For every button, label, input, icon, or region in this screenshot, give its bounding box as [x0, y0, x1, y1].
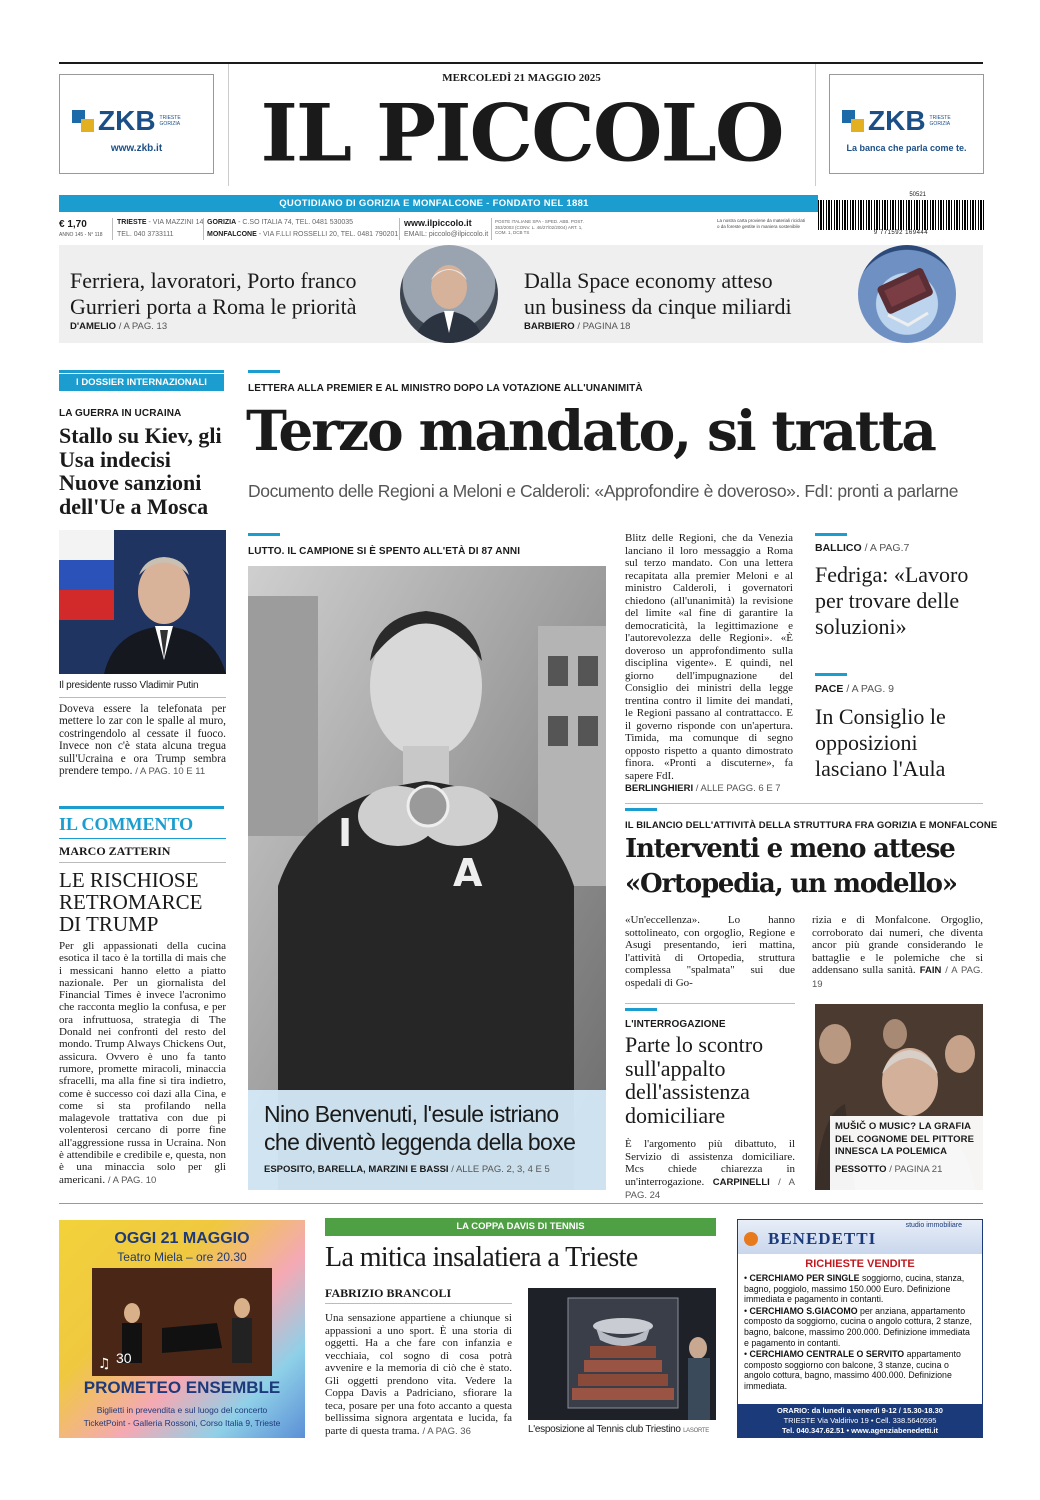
davis-caption: L'esposizione al Tennis club Triestino LASORTE: [528, 1424, 709, 1435]
prometeo-photo: [92, 1268, 272, 1376]
website-link[interactable]: www.ilpiccolo.it: [404, 218, 472, 228]
ballico-headline[interactable]: Fedriga: «Lavoro per trovare delle soluzioni»: [815, 562, 969, 639]
barcode-top-number: 50521: [909, 192, 926, 198]
benedetti-contacts: Tel. 040.347.62.51 • www.agenziabenedetti.it: [781, 1426, 939, 1435]
benedetti-address: TRIESTE Via Valdirivo 19 • Cell. 338.5640595: [783, 1416, 937, 1425]
jersey-text: I: [338, 811, 353, 855]
benvenuti-authors: ESPOSITO, BARELLA, MARZINI E BASSI: [264, 1164, 449, 1175]
space-photo: [858, 245, 956, 343]
music-caption[interactable]: MUŠIČ O MUSIC? LA GRAFIA DEL COGNOME DEL PITTORE INNESCA LA POLEMICA: [835, 1121, 975, 1157]
lead-headline[interactable]: Terzo mandato, si tratta: [246, 398, 935, 463]
pace-headline[interactable]: In Consiglio le opposizioni lasciano l'Aula: [815, 704, 946, 781]
zkb-brand: ZKB: [868, 105, 926, 136]
davis-headline[interactable]: La mitica insalatiera a Trieste: [325, 1242, 638, 1273]
zkb-ad-right[interactable]: [829, 74, 984, 174]
trieste-address: VIA MAZZINI 14: [152, 219, 204, 226]
zkb-small: TRIESTE GORIZIA: [929, 115, 951, 127]
issue-date: MERCOLEDÌ 21 MAGGIO 2025: [442, 72, 601, 84]
monfalcone-label: MONFALCONE: [207, 231, 257, 238]
dossier-kicker: LA GUERRA IN UCRAINA: [59, 408, 182, 419]
prometeo-ad[interactable]: [59, 1220, 305, 1438]
svg-text:A: A: [453, 851, 483, 895]
ortopedia-kicker: IL BILANCIO DELL'ATTIVITÀ DELLA STRUTTURA FRA GORIZIA E MONFALCONE: [625, 820, 998, 831]
gorizia-address: C.SO ITALIA 74, TEL. 0481 530035: [242, 219, 354, 226]
ballico-ref[interactable]: / A PAG.7: [864, 542, 910, 554]
dossier-headline[interactable]: Stallo su Kiev, gli Usa indecisi Nuove sanzioni dell'Ue a Mosca: [59, 423, 222, 519]
interrogazione-kicker: L'INTERROGAZIONE: [625, 1019, 726, 1030]
zkb-logo-icon: [842, 110, 864, 132]
prometeo-tickets-2: TicketPoint - Galleria Rossoni, Corso Italia 9, Trieste: [83, 1418, 281, 1428]
interrogazione-ref[interactable]: / A PAG. 24: [625, 1176, 795, 1201]
putin-caption: Il presidente russo Vladimir Putin: [59, 680, 199, 691]
davis-author: FABRIZIO BRANCOLI: [325, 1286, 452, 1300]
barcode: [818, 192, 984, 238]
interrogazione-headline[interactable]: Parte lo scontro sull'appalto dell'assistenza domiciliare: [625, 1032, 764, 1128]
lead-ref[interactable]: / ALLE PAGG. 6 E 7: [695, 783, 781, 794]
pace-author: PACE: [815, 683, 844, 695]
teaser-right-headline[interactable]: Dalla Space economy atteso un business da cinque miliardi: [524, 268, 792, 319]
dossier-section-label: I DOSSIER INTERNAZIONALI: [59, 374, 224, 391]
benedetti-title: RICHIESTE VENDITE: [805, 1258, 915, 1270]
ortopedia-body-2: rizia e di Monfalcone. Orgoglio, corroborato dai numeri, che diventa ancor più grande considerando le battaglie e le polemiche che si addensano sulla sanità. FAIN / A PAG. 19: [812, 914, 984, 990]
prometeo-name: PROMETEO ENSEMBLE: [83, 1378, 281, 1397]
benvenuti-ref[interactable]: / ALLE PAG. 2, 3, 4 E 5: [451, 1164, 550, 1175]
barcode-number: 9 771592 169444: [873, 230, 929, 236]
price: € 1,70: [59, 219, 87, 230]
prometeo-date: OGGI 21 MAGGIO: [114, 1230, 250, 1247]
newspaper-title: IL PICCOLO: [260, 86, 783, 180]
zkb-slogan: La banca che parla come te.: [846, 143, 967, 153]
tagline-bar: QUOTIDIANO DI GORIZIA E MONFALCONE - FONDATO NEL 1881: [59, 195, 809, 212]
prometeo-tickets-1: Biglietti in prevendita e sul luogo del concerto: [96, 1405, 268, 1415]
prometeo-logo: 30: [116, 1350, 132, 1366]
interrogazione-author: CARPINELLI: [712, 1176, 770, 1188]
benedetti-top: studio immobiliare: [905, 1222, 962, 1229]
commento-author: MARCO ZATTERIN: [59, 844, 171, 858]
lead-subhead: Documento delle Regioni a Meloni e Calderoli: «Approfondire è doveroso». FdI: pronti a parlarne: [248, 481, 959, 501]
commento-section-label: IL COMMENTO: [59, 814, 194, 834]
monfalcone-address: VIA F.LLI ROSSELLI 20, TEL. 0481 790201: [263, 231, 399, 238]
gurrieri-photo: [400, 245, 498, 343]
svg-text:♫: ♫: [98, 1356, 111, 1372]
trieste-tel: TEL. 040 3733111: [117, 231, 174, 238]
dossier-ref[interactable]: / A PAG. 10 E 11: [135, 766, 206, 778]
postal-info: POSTE ITALIANE SPA - SPED. ABB. POST. 353/2003 (CONV. L. 46/27/02/2004) ART. 1, COM. 1, DCB TS: [495, 219, 584, 235]
putin-photo: [59, 530, 226, 674]
house-icon: [744, 1232, 758, 1246]
benedetti-ad[interactable]: [737, 1219, 983, 1438]
commento-body: Per gli appassionati della cucina esotica il taco è la tortilla di mais che i messicani hanno eletto a piatto nazionale. Per un giornalista del Financial Times è invece l'acronimo che racconta meglio la confusa, e per ora infruttuosa, strategia di The Donald nei confronti del resto del mondo. Trump Always Chickens Out, assicura. Ovvero è uno fa tanto rumore, promette miracoli, minaccia sfracelli, ma alla fine si tira indietro, come è successo coi dazi alla Cina, e come si sta profilando nella malagevole trattativa con due pi volenterosi cercano di porre fine all'aggressione russa in Ucraina. Non è attendibile e credibile e, questa, non è una minaccia solo per gli americani. / A PAG. 10: [59, 940, 226, 1186]
davis-body: Una sensazione appartiene a chiunque si appassioni a uno sport. È una storia di oggetti. Ha a che fare con infanzia e vecchiaia, col sogno di cosa potrà avvenire e la memoria di ciò che è stato. Gli oggetti prendono vita. Vedere la Coppa Davis a Padriciano, sfiorare la teca, posare per una foto accanto a questa bellissima signora argentata e lucida, fa parte di questa trama. / A PAG. 36: [325, 1312, 512, 1437]
commento-ref[interactable]: / A PAG. 10: [107, 1174, 157, 1186]
prometeo-venue: Teatro Miela – ore 20.30: [117, 1250, 247, 1264]
ortopedia-ref[interactable]: / A PAG. 19: [812, 965, 984, 990]
benvenuti-kicker: LUTTO. IL CAMPIONE SI È SPENTO ALL'ETÀ DI 87 ANNI: [248, 546, 521, 557]
dossier-body: Doveva essere la telefonata per mettere lo zar con le spalle al muro, costringendolo al cessate il fuoco. Invece non c'è stata alcuna tregua sull'Ucraina e ora Trump sembra prendere tempo. / A PAG. 10 E 11: [59, 703, 226, 778]
ortopedia-author: FAIN: [919, 965, 942, 976]
teaser-right-author: BARBIERO: [524, 321, 575, 332]
ortopedia-headline[interactable]: Interventi e meno attese «Ortopedia, un modello»: [625, 834, 957, 899]
benvenuti-headline[interactable]: Nino Benvenuti, l'esule istriano che diventò leggenda della boxe: [264, 1101, 576, 1155]
interrogazione-body: È l'argomento più dibattuto, il Servizio di assistenza domiciliare. Mcs chiede chiarezza in un'interrogazione. CARPINELLI / A PAG. 24: [625, 1138, 795, 1201]
zkb-brand: ZKB: [98, 105, 156, 136]
ballico-author: BALLICO: [815, 542, 862, 554]
teaser-right-ref[interactable]: / PAGINA 18: [577, 321, 631, 332]
benedetti-items: • CERCHIAMO PER SINGLE soggiorno, cucina, stanza, bagno, poggiolo, massimo 150.000 Euro. Definizione immediata e pagamento in contanti. • CERCHIAMO S.GIACOMO per anziana, appartamento composto da soggiorno, cucina o angolo cottura, 2 stanze, bagno, balcone, massimo 200.000. Definizione immediata e pagamento in contanti. • CERCHIAMO CENTRALE O SERVITO appartamento composto soggiorno con balcone, 3 stanze, cucina o angolo cottura, bagno, massimo 400.000. Definizione immediata.: [744, 1273, 972, 1391]
masthead-top-rule: [59, 62, 983, 64]
benedetti-hours: ORARIO: da lunedì a venerdì 9-12 / 15.30-18.30: [777, 1406, 943, 1415]
davis-ref[interactable]: / A PAG. 36: [422, 1425, 471, 1437]
lead-author: BERLINGHIERI: [625, 783, 694, 794]
teaser-left-author: D'AMELIO: [70, 321, 117, 332]
trieste-label: TRIESTE: [117, 219, 147, 226]
zkb-ad-left[interactable]: [59, 74, 214, 174]
music-author: PESSOTTO: [835, 1164, 887, 1175]
gorizia-label: GORIZIA: [207, 219, 237, 226]
teaser-left-headline[interactable]: Ferriera, lavoratori, Porto franco Gurrieri porta a Roma le priorità: [70, 268, 357, 319]
davis-photo: [528, 1288, 716, 1420]
lead-kicker: LETTERA ALLA PREMIER E AL MINISTRO DOPO LA VOTAZIONE ALL'UNANIMITÀ: [248, 383, 643, 394]
pace-ref[interactable]: / A PAG. 9: [846, 683, 894, 695]
music-ref[interactable]: / PAGINA 21: [889, 1164, 943, 1175]
lead-body: Blitz delle Regioni, che da Venezia lanciano il loro messaggio a Roma sul terzo mandato. Con una lettera recapitata alla premier Meloni e al ministro Calderoli, i governatori chiedono (all'unanimità) la revisione del limite «al fine di garantire la democraticità, la legittimazione e l'autorevolezza delle Regioni». «È doveroso un approfondimento sulla disciplina vigente». E quindi, nel giorno dell'impugnazione del Consiglio dei ministri della legge trentina contro il limite dei mandati, le Regioni passano al contrattacco. E il governo risponde con un'apertura. Timida, ma comunque di segno opposto rispetto a quanto dimostrato finora. «Pronti a discuterne», fa sapere FdI. BERLINGHIERI / ALLE PAGG. 6 E 7: [625, 532, 793, 794]
davis-section-label: LA COPPA DAVIS DI TENNIS: [325, 1218, 716, 1236]
davis-credit: LASORTE: [683, 1428, 709, 1434]
issue-number: ANNO 145 - N° 118: [59, 232, 103, 238]
commento-headline[interactable]: LE RISCHIOSE RETROMARCE DI TRUMP: [59, 868, 203, 936]
benedetti-brand: BENEDETTI: [768, 1229, 877, 1248]
email-link[interactable]: EMAIL: piccolo@ilpiccolo.it: [404, 231, 489, 238]
zkb-small: TRIESTE GORIZIA: [159, 115, 181, 127]
ortopedia-body-1: «Un'eccellenza». Lo hanno sottolineato, con orgoglio, Regione e Asugi presentando, ieri mattina, l'attività di Ortopedia, struttura complessa "spalmata" sui due ospedali di Go-: [625, 914, 795, 989]
paper-note: La nostra carta proviene da materiali riciclati o da foreste gestite in maniera sostenibile: [717, 218, 806, 229]
zkb-logo-icon: [72, 110, 94, 132]
teaser-left-ref[interactable]: / A PAG. 13: [118, 321, 168, 332]
zkb-url: www.zkb.it: [110, 143, 163, 154]
